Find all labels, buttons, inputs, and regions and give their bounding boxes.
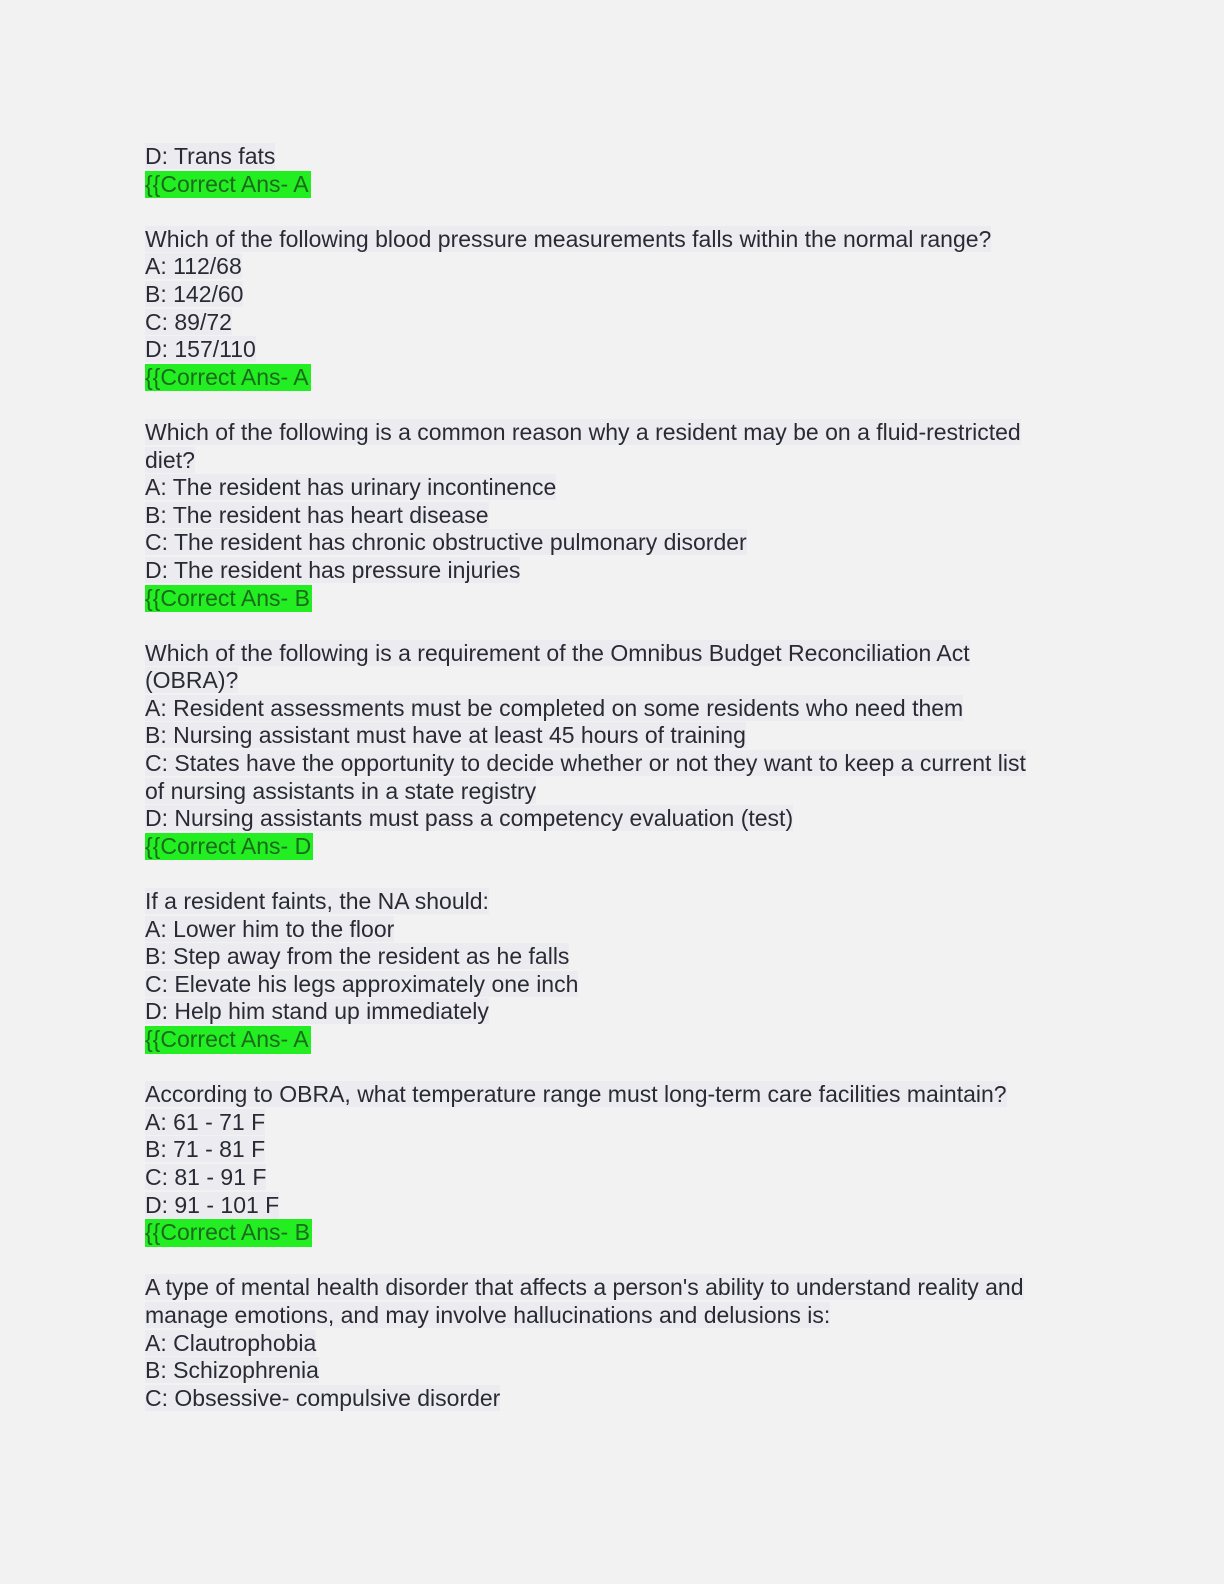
option-line: B: 71 - 81 F [145,1136,266,1163]
correct-answer-line [145,833,1075,861]
spacer [145,198,1075,226]
document-page [145,143,1075,1412]
option-line: C: Obsessive- compulsive disorder [145,1384,501,1411]
option-line: A: Clautrophobia [145,1329,317,1356]
question-text: Which of the following is a common reason why a resident may be on a fluid-restricted [145,418,1021,445]
option-line: D: 157/110 [145,336,256,363]
question-text: (OBRA)? [145,667,239,694]
question-block [145,419,1075,612]
option-line: B: Step away from the resident as he falls [145,943,570,970]
option-line: D: Nursing assistants must pass a competency evaluation (test) [145,805,794,832]
option-line: C: The resident has chronic obstructive pulmonary disorder [145,529,747,556]
correct-answer-highlight: {{Correct Ans- B [145,1219,310,1246]
correct-answer-line [145,364,1075,392]
option-line: C: 81 - 91 F [145,1163,267,1190]
option-line: C: 89/72 [145,308,232,335]
question-block [145,1081,1075,1247]
option-line: D: The resident has pressure injuries [145,556,521,583]
option-line: B: 142/60 [145,280,244,307]
correct-answer-line [145,1026,1075,1054]
correct-answer-highlight: {{Correct Ans- D [145,832,312,859]
question-text: A type of mental health disorder that affects a person's ability to understand reality and [145,1274,1024,1301]
spacer [145,860,1075,888]
correct-answer-highlight: {{Correct Ans- A [145,170,309,197]
question-text: Which of the following is a requirement of the Omnibus Budget Reconciliation Act [145,639,970,666]
question-text: diet? [145,446,195,473]
option-line: D: Help him stand up immediately [145,998,489,1025]
option-line: A: 112/68 [145,253,242,280]
correct-answer-highlight: {{Correct Ans- A [145,363,309,390]
question-text: According to OBRA, what temperature range must long-term care facilities maintain? [145,1081,1007,1108]
correct-answer-line [145,1219,1075,1247]
option-line: B: The resident has heart disease [145,501,489,528]
question-text: Which of the following blood pressure measurements falls within the normal range? [145,225,992,252]
option-line: B: Nursing assistant must have at least 45 hours of training [145,722,746,749]
question-block [145,226,1075,392]
spacer [145,391,1075,419]
option-line: A: 61 - 71 F [145,1108,266,1135]
correct-answer-line [145,585,1075,613]
option-line: C: Elevate his legs approximately one inch [145,970,579,997]
question-text: If a resident faints, the NA should: [145,888,489,915]
option-line: A: Lower him to the floor [145,915,395,942]
option-line: D: Trans fats [145,143,276,169]
option-line: B: Schizophrenia [145,1357,319,1384]
option-line: D: 91 - 101 F [145,1191,280,1218]
correct-answer-line [145,171,1075,199]
correct-answer-highlight: {{Correct Ans- A [145,1026,309,1052]
option-line: C: States have the opportunity to decide whether or not they want to keep a current list [145,750,1026,777]
option-line: of nursing assistants in a state registry [145,777,537,804]
spacer [145,1054,1075,1082]
option-line: A: Resident assessments must be completed on some residents who need them [145,694,964,721]
question-block [145,1274,1075,1412]
correct-answer-highlight: {{Correct Ans- B [145,584,310,611]
question-text: manage emotions, and may involve hallucinations and delusions is: [145,1301,831,1328]
question-block [145,640,1075,861]
spacer [145,1247,1075,1275]
question-block [145,143,1075,198]
spacer [145,612,1075,640]
question-block [145,888,1075,1054]
option-line: A: The resident has urinary incontinence [145,474,557,501]
